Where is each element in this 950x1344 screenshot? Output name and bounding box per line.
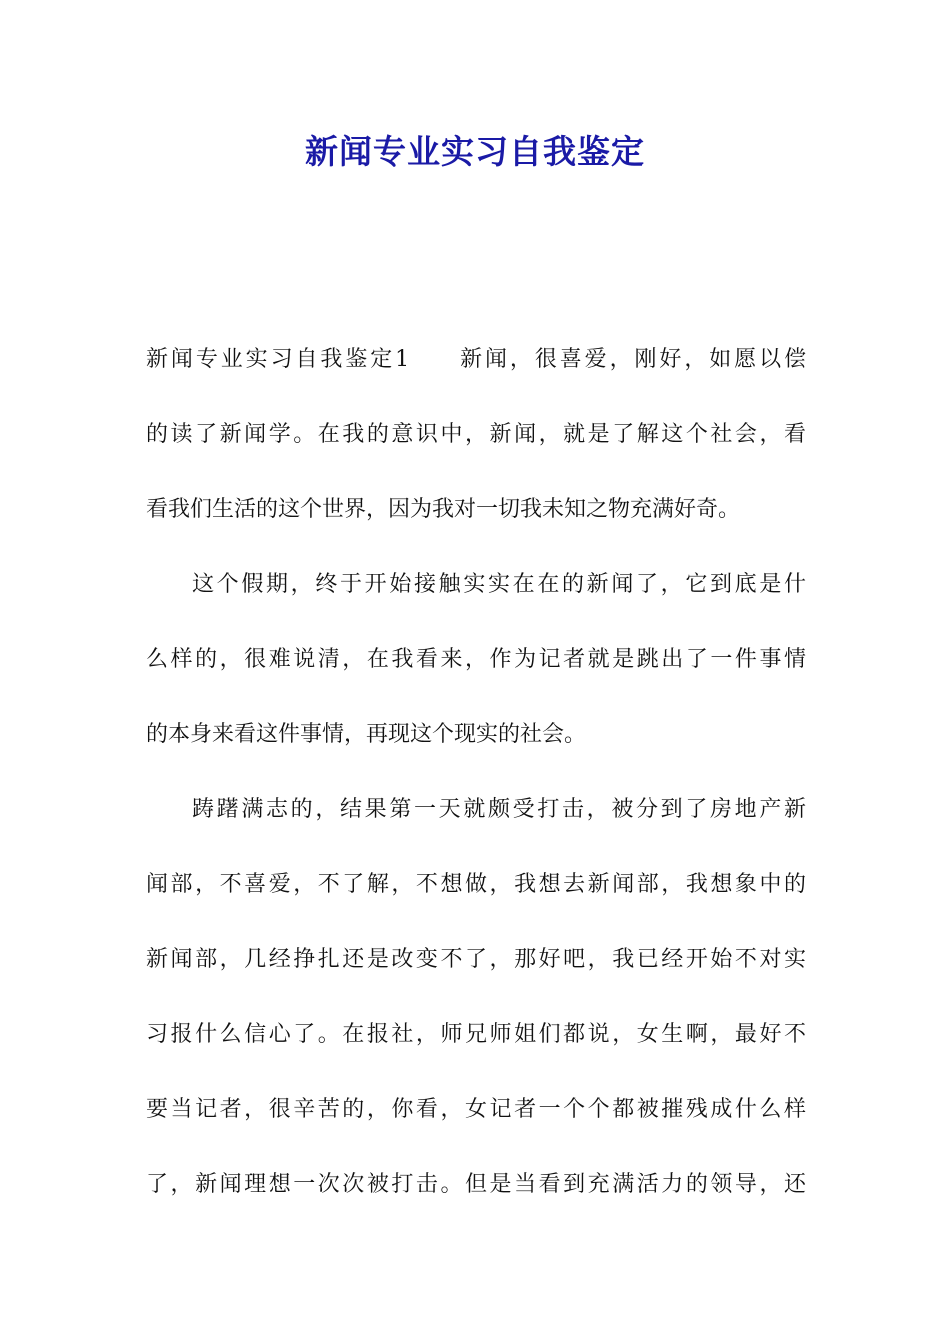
paragraph-1-line-2: 的读了新闻学。在我的意识中，新闻，就是了解这个社会，看 bbox=[146, 422, 806, 447]
paragraph-2-line-1: 这个假期，终于开始接触实实在在的新闻了，它到底是什 bbox=[192, 572, 806, 597]
paragraph-3-line-2: 闻部，不喜爱，不了解，不想做，我想去新闻部，我想象中的 bbox=[146, 872, 806, 897]
document-title: 新闻专业实习自我鉴定 bbox=[305, 132, 645, 171]
paragraph-3-line-1: 踌躇满志的，结果第一天就颇受打击，被分到了房地产新 bbox=[192, 797, 806, 822]
paragraph-3-line-5: 要当记者，很辛苦的，你看，女记者一个个都被摧残成什么样 bbox=[146, 1097, 806, 1122]
paragraph-1-line-1 bbox=[146, 333, 806, 408]
paragraph-2-line-2: 么样的，很难说清，在我看来，作为记者就是跳出了一件事情 bbox=[146, 647, 806, 672]
paragraph-1-line-3: 看我们生活的这个世界，因为我对一切我未知之物充满好奇。 bbox=[146, 497, 741, 522]
paragraph-2-line-3: 的本身来看这件事情，再现这个现实的社会。 bbox=[146, 722, 587, 747]
paragraph-3-line-4: 习报什么信心了。在报社，师兄师姐们都说，女生啊，最好不 bbox=[146, 1022, 806, 1047]
paragraph-3-line-6: 了，新闻理想一次次被打击。但是当看到充满活力的领导，还 bbox=[146, 1172, 806, 1197]
paragraph-3-line-3: 新闻部，几经挣扎还是改变不了，那好吧，我已经开始不对实 bbox=[146, 947, 806, 972]
paragraph-text: 新闻，很喜爱，刚好，如愿以偿 bbox=[457, 347, 806, 372]
section-heading: 新闻专业实习自我鉴定1 bbox=[146, 347, 410, 372]
document-body bbox=[146, 333, 806, 1233]
